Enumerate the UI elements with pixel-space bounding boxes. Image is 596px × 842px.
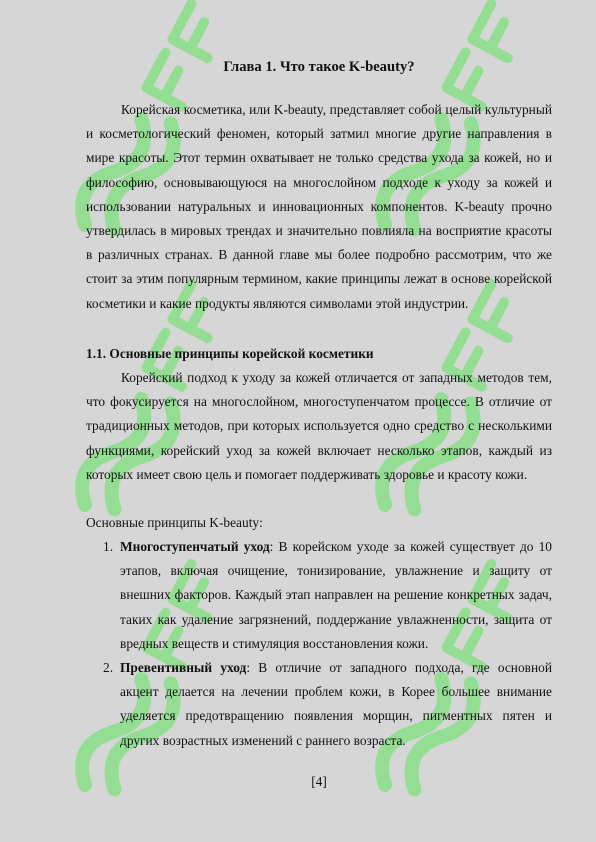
section-heading: 1.1. Основные принципы корейской косметики <box>86 346 374 361</box>
principles-list <box>103 535 553 753</box>
list-item-text: : В отличие от западного подхода, где основной акцент делается на лечении проблем кожи, в Корее большее внимание уделяется предотвращению появления морщин, пигментных пятен и других возрастных изменений с раннего возраста. <box>120 660 553 748</box>
list-item-term: Многоступенчатый уход <box>120 539 270 554</box>
section-paragraph: Корейский подход к уходу за кожей отличается от западных методов тем, что фокусируется на многослойном, многоступенчатом процессе. В отличие от традиционных методов, при которых используется одно средство с несколькими функциями, корейский уход за кожей включает несколько этапов, каждый из которых имеет свою цель и помогает поддерживать здоровье и красоту кожи. <box>86 370 552 482</box>
page-number: [4] <box>311 774 327 789</box>
principles-lead: Основные принципы K-beauty: <box>86 515 263 530</box>
list-item <box>103 535 552 656</box>
list-item <box>103 656 553 753</box>
list-item-text: : В корейском уходе за кожей существует до 10 этапов, включая очищение, тонизирование, увлажнение и защиту от внешних факторов. Каждый этап направлен на решение конкретных задач, таких как удаление загрязнений, поддержание увлажненности, защита от вредных веществ и стимуляция восстановления кожи. <box>120 539 552 651</box>
intro-paragraph: Корейская косметика, или K-beauty, представляет собой целый культурный и косметологический феномен, который затмил многие другие направления в мире красоты. Этот термин охватывает не только средства ухода за кожей, но и философию, основывающуюся на многослойном подходе к уходу за кожей и использовании натуральных и инновационных компонентов. K-beauty прочно утвердилась в мировых трендах и значительно повлияла на восприятие красоты в различных странах. В данной главе мы более подробно рассмотрим, что же стоит за этим популярным термином, какие принципы лежат в основе корейской косметики и какие продукты являются символами этой индустрии. <box>86 102 552 311</box>
chapter-title: Глава 1. Что такое K-beauty? <box>223 59 415 75</box>
list-item-number: 2. <box>103 660 114 676</box>
list-item-term: Превентивный уход <box>120 660 247 676</box>
list-item-number: 1. <box>103 539 114 554</box>
